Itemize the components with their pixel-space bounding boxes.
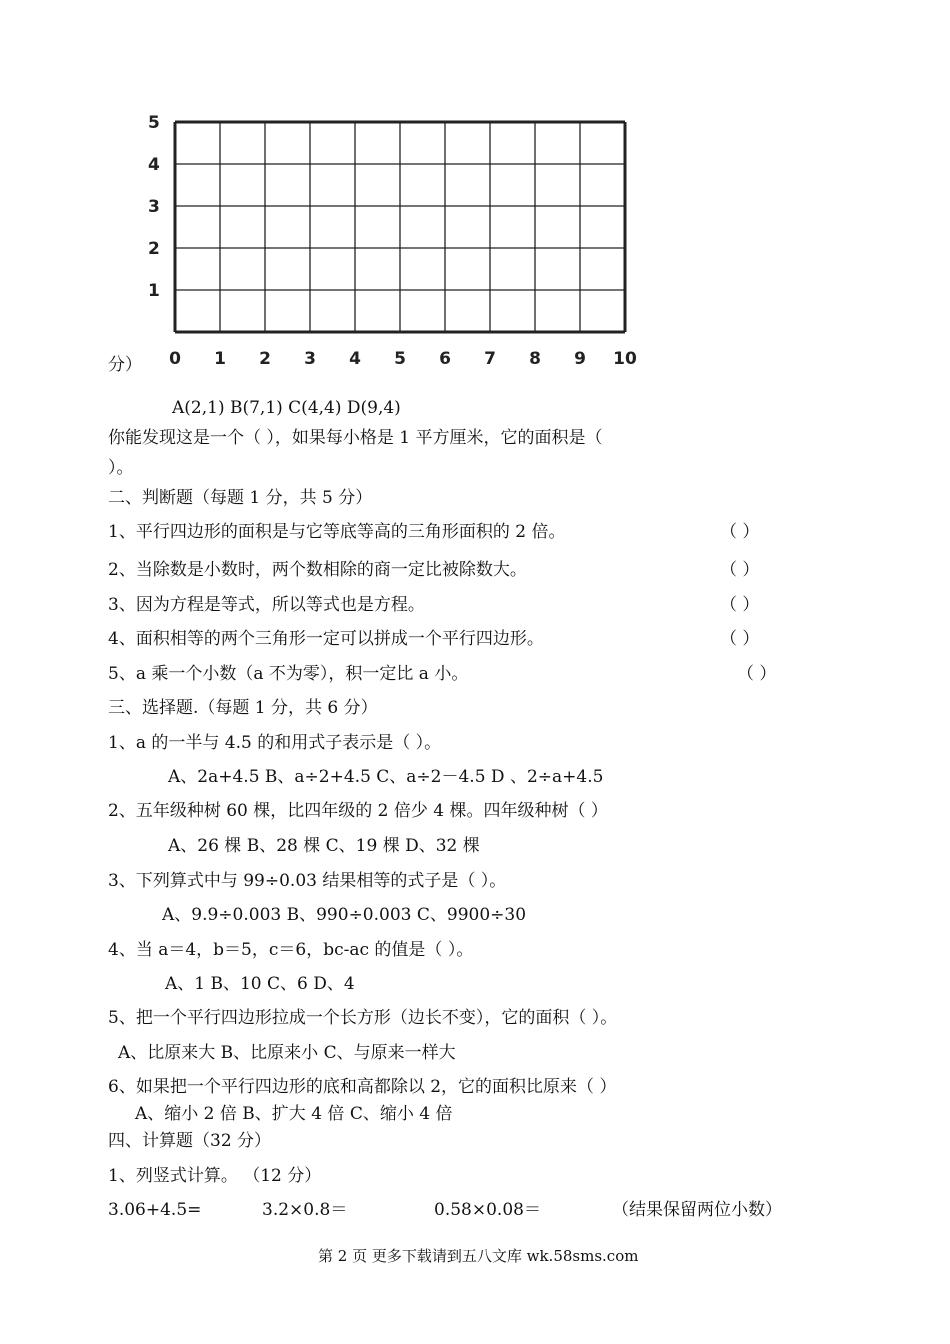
choice-q5-options: A、比原来大 B、比原来小 C、与原来一样大 [118,1043,456,1063]
judge-item-2: 2、当除数是小数时，两个数相除的商一定比被除数大。 [108,560,527,580]
calc-item-3: 0.58×0.08＝ [434,1200,541,1220]
judge-item-3: 3、因为方程是等式，所以等式也是方程。 [108,595,425,615]
judge-blank-3: （ ） [720,595,760,615]
question-line-1: 你能发现这是一个（ ），如果每小格是 1 平方厘米，它的面积是（ [108,428,603,448]
x-axis-label: 6 [439,349,451,369]
x-axis-label: 7 [484,349,496,369]
judge-blank-2: （ ） [720,560,760,580]
x-axis-label: 5 [394,349,406,369]
choice-q1-options: A、2a+4.5 B、a÷2+4.5 C、a÷2－4.5 D 、2÷a+4.5 [168,767,604,787]
choice-q2-options: A、26 棵 B、28 棵 C、19 棵 D、32 棵 [168,836,480,856]
y-axis-label: 3 [148,197,160,217]
judge-blank-4: （ ） [720,629,760,649]
section-3-title: 三、选择题.（每题 1 分，共 6 分） [108,698,378,718]
x-axis-label: 0 [169,349,181,369]
question-line-2: ）。 [108,458,134,478]
y-axis-label: 1 [148,281,160,301]
section-2-title: 二、判断题（每题 1 分，共 5 分） [108,488,373,508]
partial-line-end: 分） [108,355,142,375]
section-4-title: 四、计算题（32 分） [108,1131,272,1151]
judge-item-4: 4、面积相等的两个三角形一定可以拼成一个平行四边形。 [108,629,544,649]
judge-blank-1: （ ） [720,522,760,542]
choice-q5: 5、把一个平行四边形拉成一个长方形（边长不变），它的面积（ ）。 [108,1008,618,1028]
x-axis-label: 1 [214,349,226,369]
x-axis-label: 4 [349,349,361,369]
choice-q6: 6、如果把一个平行四边形的底和高都除以 2，它的面积比原来（ ） [108,1077,617,1097]
choice-q2: 2、五年级种树 60 棵，比四年级的 2 倍少 4 棵。四年级种树（ ） [108,801,608,821]
y-axis-label: 2 [148,239,160,259]
calc-item-2: 3.2×0.8＝ [262,1200,348,1220]
choice-q3-options: A、9.9÷0.003 B、990÷0.003 C、9900÷30 [162,905,527,925]
choice-q4-options: A、1 B、10 C、6 D、4 [165,974,355,994]
choice-q1: 1、a 的一半与 4.5 的和用式子表示是（ ）。 [108,733,442,753]
x-axis-label: 10 [613,349,637,369]
grid-svg [140,110,670,370]
judge-blank-5: （ ） [737,664,777,684]
calc-item-1: 3.06+4.5= [108,1200,202,1220]
points-list: A(2,1) B(7,1) C(4,4) D(9,4) [172,398,401,418]
choice-q6-options: A、缩小 2 倍 B、扩大 4 倍 C、缩小 4 倍 [135,1104,453,1124]
judge-item-5: 5、a 乘一个小数（a 不为零），积一定比 a 小。 [108,664,469,684]
x-axis-label: 3 [304,349,316,369]
x-axis-label: 2 [259,349,271,369]
choice-q3: 3、下列算式中与 99÷0.03 结果相等的式子是（ ）。 [108,871,507,891]
page-footer: 第 2 页 更多下载请到五八文库 wk.58sms.com [318,1247,639,1265]
y-axis-label: 4 [148,155,160,175]
calc-subtitle: 1、列竖式计算。 （12 分） [108,1166,322,1186]
judge-item-1: 1、平行四边形的面积是与它等底等高的三角形面积的 2 倍。 [108,522,566,542]
y-axis-label: 5 [148,113,160,133]
coordinate-grid [140,110,670,370]
calc-note: （结果保留两位小数） [612,1200,782,1220]
x-axis-label: 9 [574,349,586,369]
x-axis-label: 8 [529,349,541,369]
choice-q4: 4、当 a＝4，b＝5，c＝6，bc-ac 的值是（ ）。 [108,940,474,960]
